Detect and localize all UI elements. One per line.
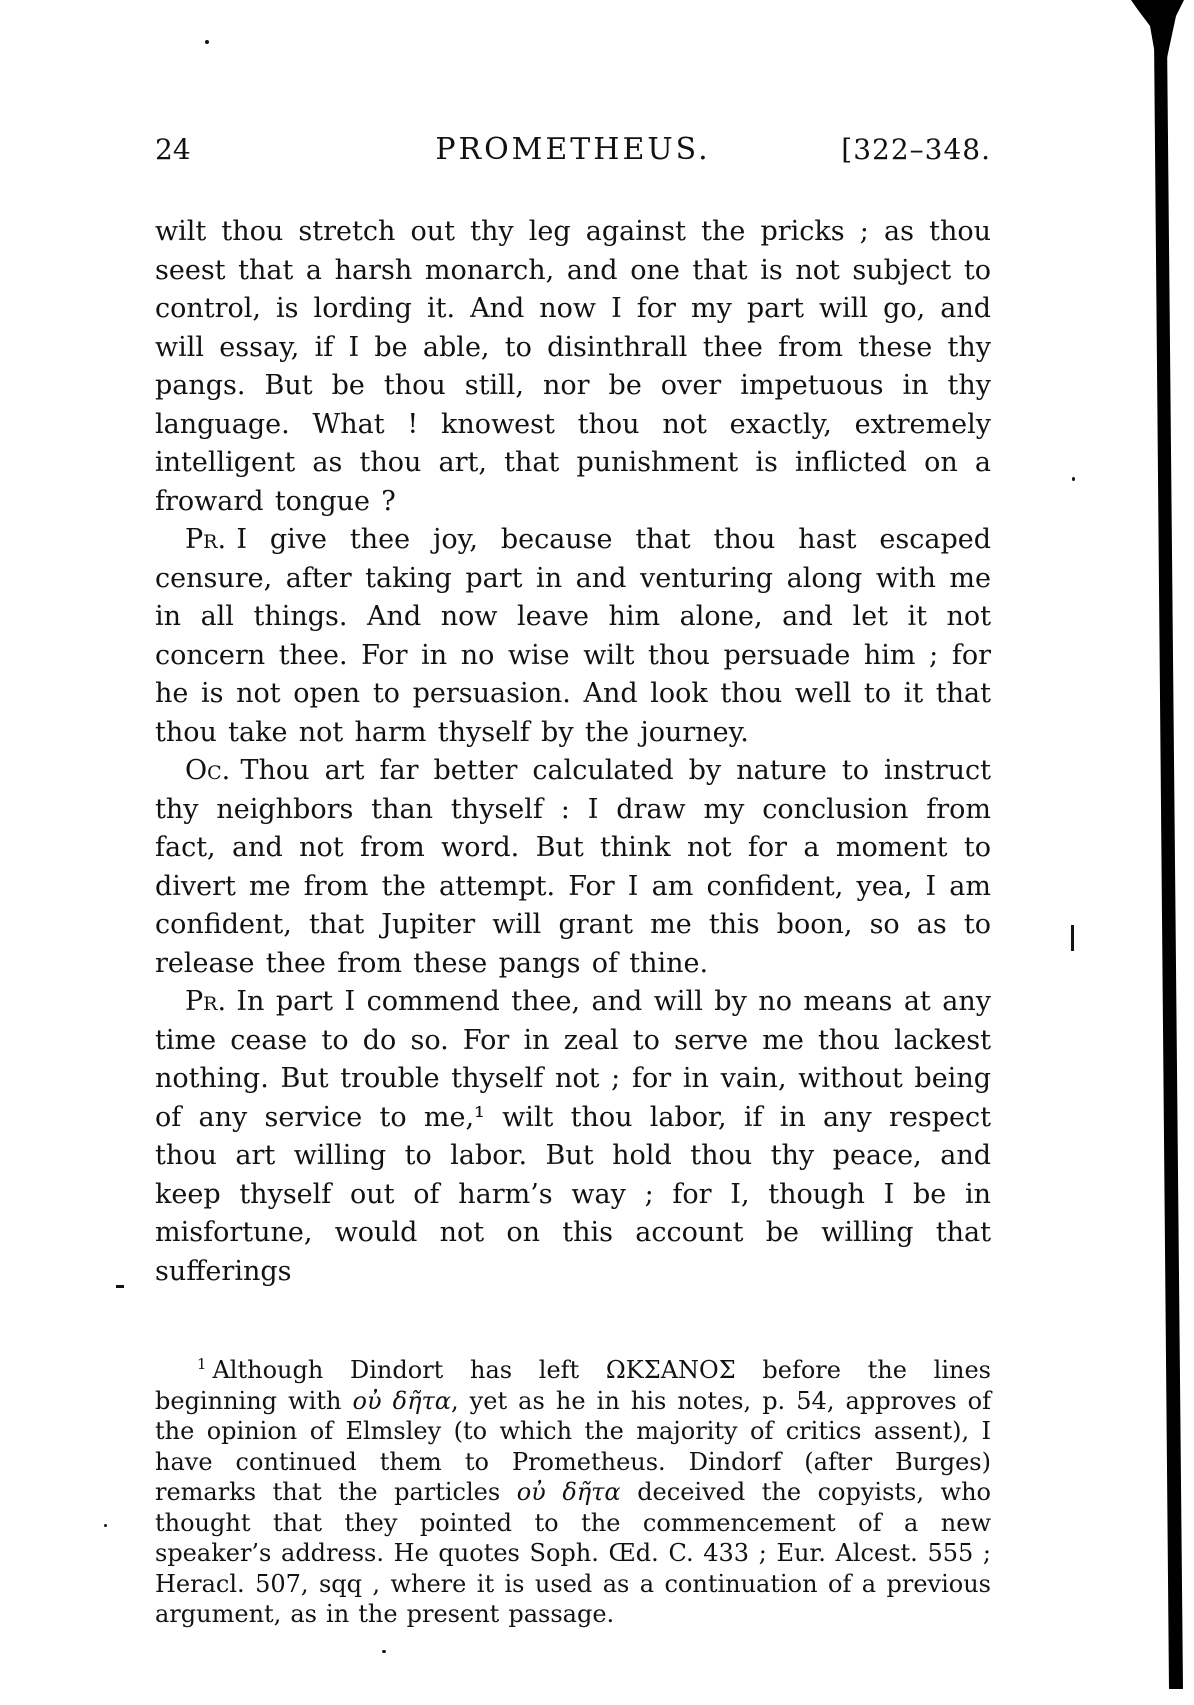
ink-speck — [1072, 477, 1075, 481]
speaker-label: Pr. — [185, 524, 227, 555]
ink-speck — [205, 40, 209, 44]
page-header — [155, 132, 991, 167]
line-range: [322–348. — [841, 133, 991, 166]
paragraph-prometheus — [155, 983, 991, 1291]
footnote-body: Although Dindort has left ΩΚΣΑΝΟΣ before the lines beginning with οὐ δῆτα, yet as he in his notes, p. 54, approves of the opinion of Elmsley (to which the majority of critics assent), I have continued them to Prometheus. Dindorf (after Burges) remarks that the particles οὐ δῆτα deceived the copyists, who thought that they pointed to the commencement of a new speaker’s address. He quotes Soph. Œd. C. 433 ; Eur. Alcest. 555 ; Heracl. 507, sqq , where it is used as a continuation of a previous argument, as in the present passage. — [155, 1356, 991, 1628]
footnote-marker: 1 — [197, 1355, 207, 1373]
ink-speck — [104, 1524, 107, 1527]
paragraph-oceanus — [155, 752, 991, 983]
ink-speck — [382, 1650, 386, 1653]
speaker-label: Oc. — [185, 755, 231, 786]
paragraph-prometheus — [155, 521, 991, 752]
paragraph-text: wilt thou stretch out thy leg against the pricks ; as thou seest that a harsh monarch, and one that is not subject to control, is lording it. And now I for my part will go, and will essay, if I be able, to disinthrall thee from these thy pangs. But be thou still, nor be over impetuous in thy language. What ! knowest thou not exactly, extremely intelligent as thou art, that punishment is inflicted on a froward tongue ? — [155, 216, 991, 517]
paragraph-text: Thou art far better calculated by nature to instruct thy neighbors than thyself : I draw my conclusion from fact, and not from word. But think not for a moment to divert me from the attempt. For I am confident, yea, I am confident, that Jupiter will grant me this boon, so as to release thee from these pangs of thine. — [155, 755, 991, 979]
page-title: PROMETHEUS. — [435, 132, 711, 167]
page-number: 24 — [155, 133, 191, 166]
paragraph-continuation — [155, 213, 991, 521]
speaker-label: Pr. — [185, 986, 227, 1017]
body-text — [155, 213, 991, 1291]
ink-mark — [116, 1285, 124, 1288]
ink-mark — [1071, 925, 1074, 951]
paragraph-text: In part I commend thee, and will by no means at any time cease to do so. For in zeal to serve me thou lackest nothing. But trouble thyself not ; for in vain, without being of any service to me,¹ wilt thou labor, if in any respect thou art willing to labor. But hold thou thy peace, and keep thyself out of harm’s way ; for I, though I be in misfortune, would not on this account be willing that sufferings — [155, 986, 991, 1287]
footnote — [155, 1355, 991, 1630]
text-column — [155, 132, 991, 1630]
footnote-text — [155, 1355, 991, 1630]
paragraph-text: I give thee joy, because that thou hast escaped censure, after taking part in and venturing along with me in all things. And now leave him alone, and let it not concern thee. For in no wise wilt thou persuade him ; for he is not open to persuasion. And look thou well to it that thou take not harm thyself by the journey. — [155, 524, 991, 748]
